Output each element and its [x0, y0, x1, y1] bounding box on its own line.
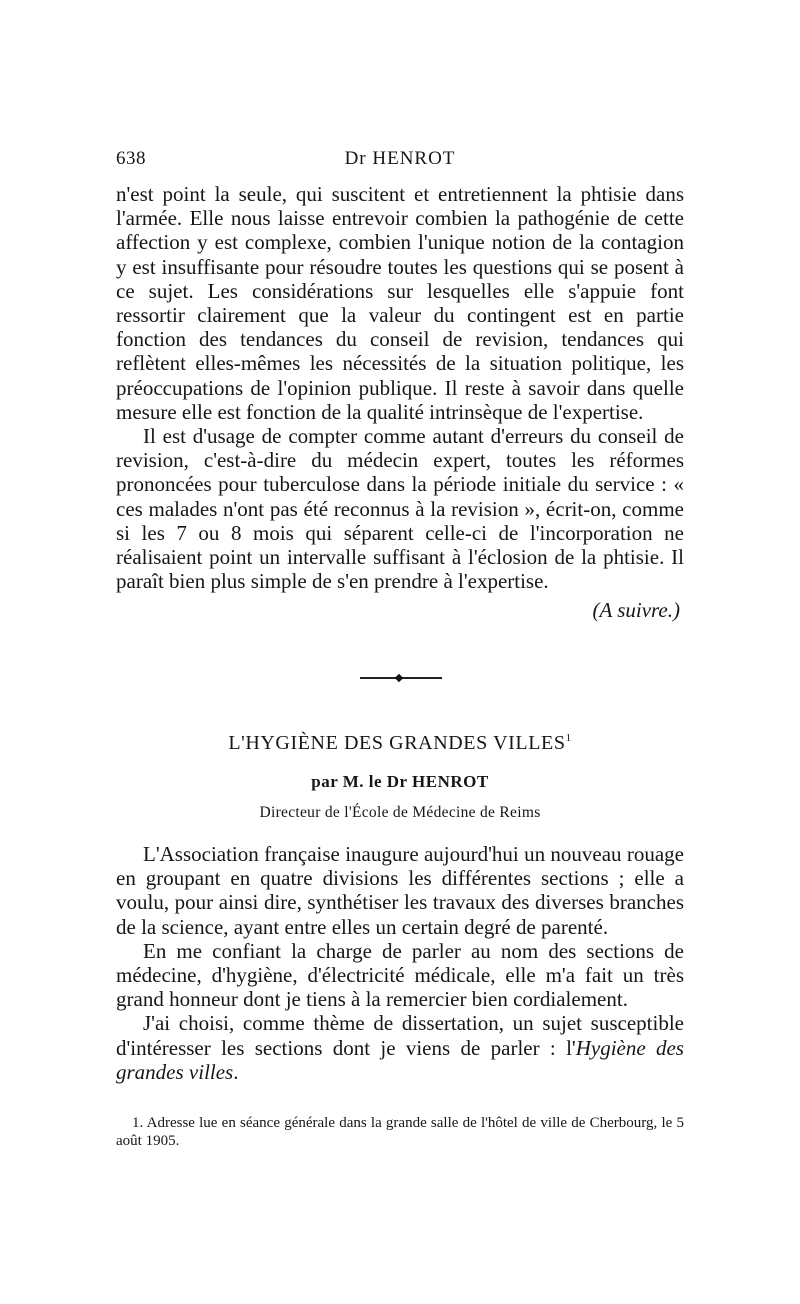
to-be-continued-note: (A suivre.)	[592, 598, 680, 623]
running-head-author: Dr HENROT	[344, 148, 456, 169]
article-title	[116, 732, 684, 755]
previous-article-conclusion	[116, 182, 684, 623]
running-head	[116, 148, 684, 174]
emphasized-title: Hygiène des grandes villes	[116, 1035, 684, 1084]
paragraph-text: J'ai choisi, comme thème de dissertation, un sujet susceptible d'intéresser les sections dont je viens de parler : l'	[116, 1011, 684, 1060]
body-paragraph: Il est d'usage de compter comme autant d'erreurs du conseil de revision, c'est-à-dire du médecin expert, toutes les réformes prononcées pour tuberculose dans la période initiale du service : « ces malades n'ont pas été reconnus à la revision », écrit-on, comme si les 7 ou 8 mois qui séparent celle-ci de l'incorporation ne réalisaient point un intervalle suffisant à l'éclosion de la phtisie. Il paraît bien plus simple de s'en prendre à l'expertise.	[116, 424, 684, 594]
page-number: 638	[116, 148, 146, 169]
footnote-marker: 1	[565, 732, 572, 744]
article-body	[116, 842, 684, 1084]
body-paragraph: En me confiant la charge de parler au nom des sections de médecine, d'hygiène, d'électricité médicale, elle m'a fait un très grand honneur dont je tiens à la remercier bien cordialement.	[116, 938, 684, 1012]
article-title-text: L'HYGIÈNE DES GRANDES VILLES	[228, 732, 566, 754]
article-byline: par M. le Dr HENROT	[311, 772, 489, 791]
footnote: 1. Adresse lue en séance générale dans la grande salle de l'hôtel de ville de Cherbourg, le 5 août 1905.	[116, 1115, 684, 1149]
continued-paragraph: n'est point la seule, qui suscitent et entretiennent la phtisie dans l'armée. Elle nous laisse entrevoir combien la pathogénie de cette affection y est complexe, combien l'unique notion de la contagion y est insuffisante pour résoudre toutes les questions qui se posent à ce sujet. Les considérations sur lesquelles elle s'appuie font ressortir clairement que la valeur du contingent est en partie fonction des tendances du conseil de revision, tendances qui reflètent elles-mêmes les nécessités de la situation politique, les préoccupations de l'opinion publique. Il reste à savoir dans quelle mesure elle est fonction de la qualité intrinsèque de l'expertise.	[116, 182, 684, 424]
paragraph-end: .	[233, 1059, 239, 1084]
author-affiliation: Directeur de l'École de Médecine de Reims	[259, 804, 541, 821]
body-paragraph: L'Association française inaugure aujourd'hui un nouveau rouage en groupant en quatre divisions les différentes sections ; elle a voulu, pour ainsi dire, synthétiser les travaux des diverses branches de la science, ayant entre elles un certain degré de parenté.	[116, 842, 684, 939]
diamond-ornament-icon	[395, 674, 403, 682]
section-divider-ornament	[360, 675, 442, 681]
body-paragraph-final	[116, 1011, 684, 1084]
